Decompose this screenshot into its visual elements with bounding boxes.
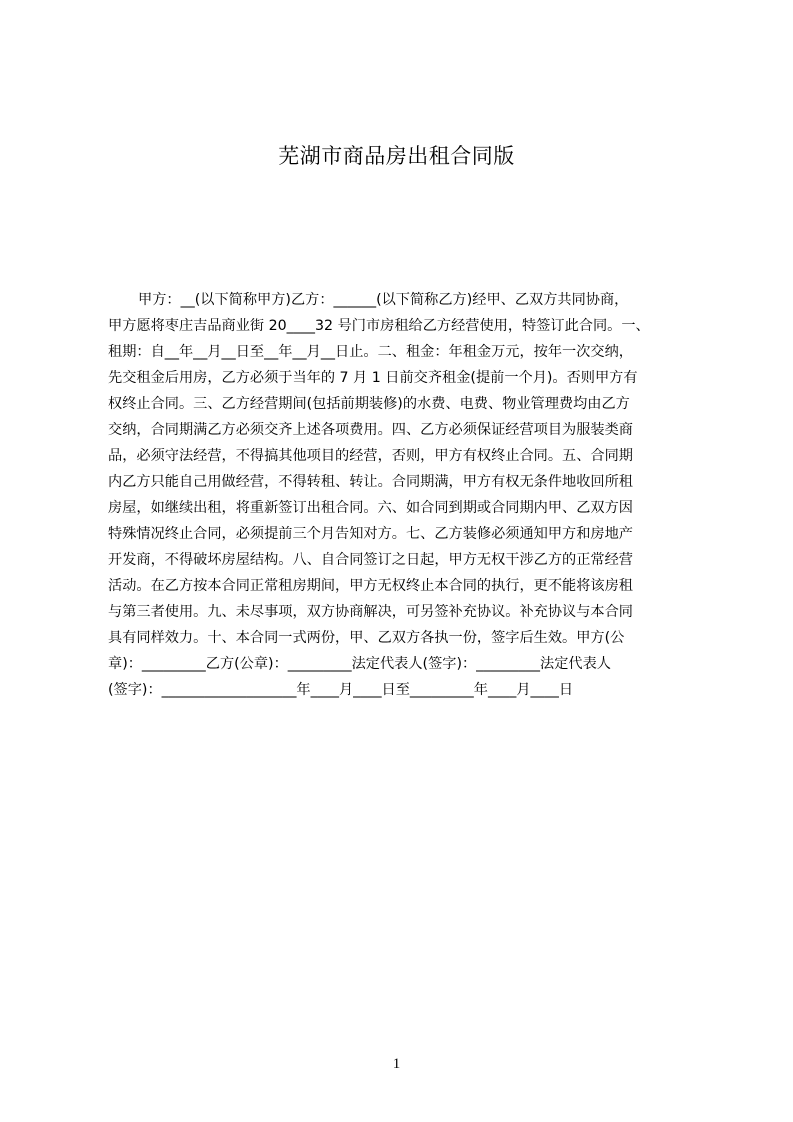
contract-line: 具有同样效力。十、本合同一式两份，甲、乙双方各执一份，签字后生效。甲方(公 — [108, 630, 625, 646]
contract-line: (签字)：___________________年____月____日至_________年____月____日 — [108, 682, 574, 698]
document-title: 芜湖市商品房出租合同版 — [278, 144, 515, 168]
contract-line: 活动。在乙方按本合同正常租房期间，甲方无权终止本合同的执行，更不能将该房租 — [108, 578, 633, 594]
contract-line: 开发商，不得破坏房屋结构。八、自合同签订之日起，甲方无权干涉乙方的正常经营 — [108, 552, 633, 568]
contract-line: 先交租金后用房，乙方必须于当年的 7 月 1 日前交齐租金(提前一个月)。否则甲方有 — [108, 370, 638, 386]
contract-line: 甲方愿将枣庄吉品商业街 20____32 号门市房租给乙方经营使用，特签订此合同。一、 — [108, 318, 650, 334]
contract-body — [108, 287, 701, 703]
contract-line: 交纳，合同期满乙方必须交齐上述各项费用。四、乙方必须保证经营项目为服装类商 — [108, 422, 633, 438]
contract-line: 特殊情况终止合同，必须提前三个月告知对方。七、乙方装修必须通知甲方和房地产 — [108, 526, 633, 542]
page-number: 1 — [392, 1056, 401, 1072]
contract-line: 与第三者使用。九、未尽事项，双方协商解决，可另签补充协议。补充协议与本合同 — [108, 604, 633, 620]
contract-line: 内乙方只能自己用做经营，不得转租、转让。合同期满，甲方有权无条件地收回所租 — [108, 474, 633, 490]
contract-line: 章)：_________乙方(公章)：_________法定代表人(签字)：_________法定代表人 — [108, 656, 611, 672]
contract-line: 甲方：__(以下简称甲方)乙方：______(以下简称乙方)经甲、乙双方共同协商， — [138, 292, 629, 308]
contract-line: 品，必须守法经营，不得搞其他项目的经营，否则，甲方有权终止合同。五、合同期 — [108, 448, 633, 464]
contract-line: 房屋，如继续出租，将重新签订出租合同。六、如合同到期或合同期内甲、乙双方因 — [108, 500, 633, 516]
contract-line: 租期：自__年__月__日至__年__月__日止。二、租金：年租金万元，按年一次交纳， — [108, 344, 633, 360]
contract-line: 权终止合同。三、乙方经营期间(包括前期装修)的水费、电费、物业管理费均由乙方 — [108, 396, 630, 412]
